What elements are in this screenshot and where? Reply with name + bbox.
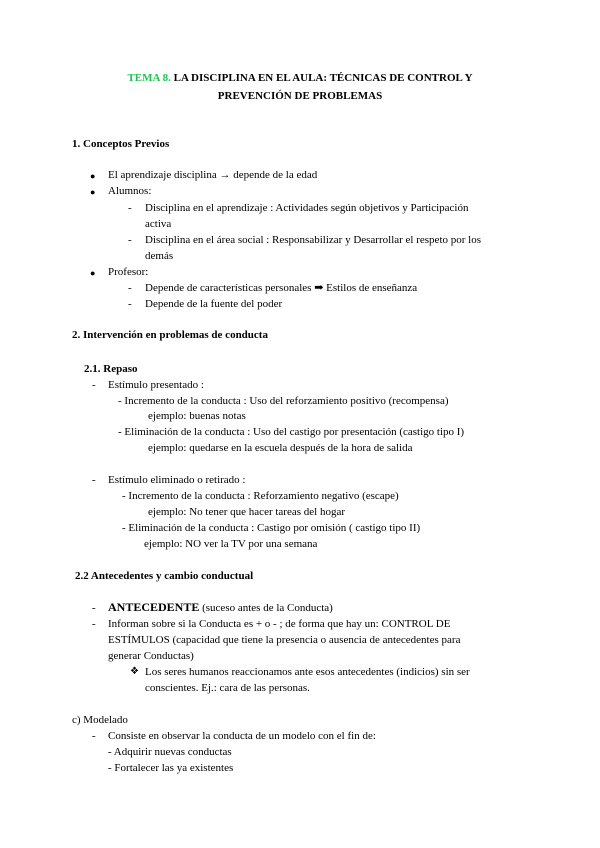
s1-b2-dash-1-cont: activa — [145, 218, 172, 230]
antecedente-desc: (suceso antes de la Conducta) — [202, 602, 333, 614]
repaso-line-2: - Incremento de la conducta : Uso del reforzamiento positivo (recompensa) — [118, 395, 449, 407]
control-line-3: generar Conductas) — [108, 650, 194, 662]
sub-bullet-line-2: conscientes. Ej.: cara de las personas. — [145, 682, 310, 694]
s1-bullet-2: Alumnos: — [108, 185, 152, 197]
modelado-line-2: - Adquirir nuevas conductas — [108, 746, 232, 758]
dash-icon: - — [92, 602, 96, 614]
antecedente-term: ANTECEDENTE — [108, 600, 200, 614]
repaso-line-8: ejemplo: No tener que hacer tareas del hogar — [148, 506, 345, 518]
repaso-line-9: - Eliminación de la conducta : Castigo por omisión ( castigo tipo II) — [122, 522, 421, 534]
tema-label: TEMA 8. — [127, 72, 171, 84]
dash-icon: - — [128, 298, 132, 310]
repaso-line-1: Estímulo presentado : — [108, 379, 204, 391]
dash-icon: - — [92, 379, 96, 391]
modelado-heading: c) Modelado — [72, 714, 128, 726]
diamond-bullet-icon: ❖ — [130, 666, 139, 677]
dash-icon: - — [92, 474, 96, 486]
modelado-line-3: - Fortalecer las ya existentes — [108, 762, 234, 774]
s1-bullet-3: Profesor: — [108, 266, 149, 278]
repaso-line-10: ejemplo: NO ver la TV por una semana — [144, 538, 318, 550]
s1-b2-dash-2-cont: demás — [145, 250, 174, 262]
antecedente-line — [108, 599, 333, 616]
repaso-line-3: ejemplo: buenas notas — [148, 410, 246, 422]
bullet-icon: ● — [90, 171, 96, 181]
s1-b2-dash-1: Disciplina en el aprendizaje : Actividades según objetivos y Participación — [145, 202, 469, 214]
section-1-heading: 1. Conceptos Previos — [72, 138, 170, 150]
section-2-1-heading: 2.1. Repaso — [84, 363, 138, 375]
dash-icon: - — [128, 282, 132, 294]
section-2-2-heading: 2.2 Antecedentes y cambio conductual — [75, 570, 254, 582]
s1-bullet-1: El aprendizaje disciplina → depende de la edad — [108, 169, 318, 181]
dash-icon: - — [92, 618, 96, 630]
bullet-icon: ● — [90, 268, 96, 278]
repaso-line-6: Estímulo eliminado o retirado : — [108, 474, 246, 486]
dash-icon: - — [92, 730, 96, 742]
repaso-line-4: - Eliminación de la conducta : Uso del castigo por presentación (castigo tipo I) — [118, 426, 465, 438]
modelado-line-1: Consiste en observar la conducta de un modelo con el fin de: — [108, 730, 376, 742]
s1-b2-dash-2: Disciplina en el área social : Responsabilizar y Desarrollar el respeto por los — [145, 234, 481, 246]
repaso-line-7: - Incremento de la conducta : Reforzamiento negativo (escape) — [122, 490, 399, 502]
control-line-1: Informan sobre si la Conducta es + o - ; de forma que hay un: CONTROL DE — [108, 618, 451, 630]
s1-b3-dash-2: Depende de la fuente del poder — [145, 298, 283, 310]
s1-b3-dash-1: Depende de características personales ➡ Estilos de enseñanza — [145, 282, 418, 294]
dash-icon: - — [128, 202, 132, 214]
title-line-2: PREVENCIÓN DE PROBLEMAS — [217, 90, 383, 102]
document-title — [0, 70, 600, 86]
sub-bullet-line-1: Los seres humanos reaccionamos ante esos antecedentes (indicios) sin ser — [145, 666, 470, 678]
repaso-line-5: ejemplo: quedarse en la escuela después de la hora de salida — [148, 442, 413, 454]
control-line-2: ESTÍMULOS (capacidad que tiene la presencia o ausencia de antecedentes para — [108, 634, 461, 646]
bullet-icon: ● — [90, 187, 96, 197]
title-line-1: LA DISCIPLINA EN EL AULA: TÉCNICAS DE CONTROL Y — [173, 72, 473, 84]
dash-icon: - — [128, 234, 132, 246]
section-2-heading: 2. Intervención en problemas de conducta — [72, 329, 268, 341]
